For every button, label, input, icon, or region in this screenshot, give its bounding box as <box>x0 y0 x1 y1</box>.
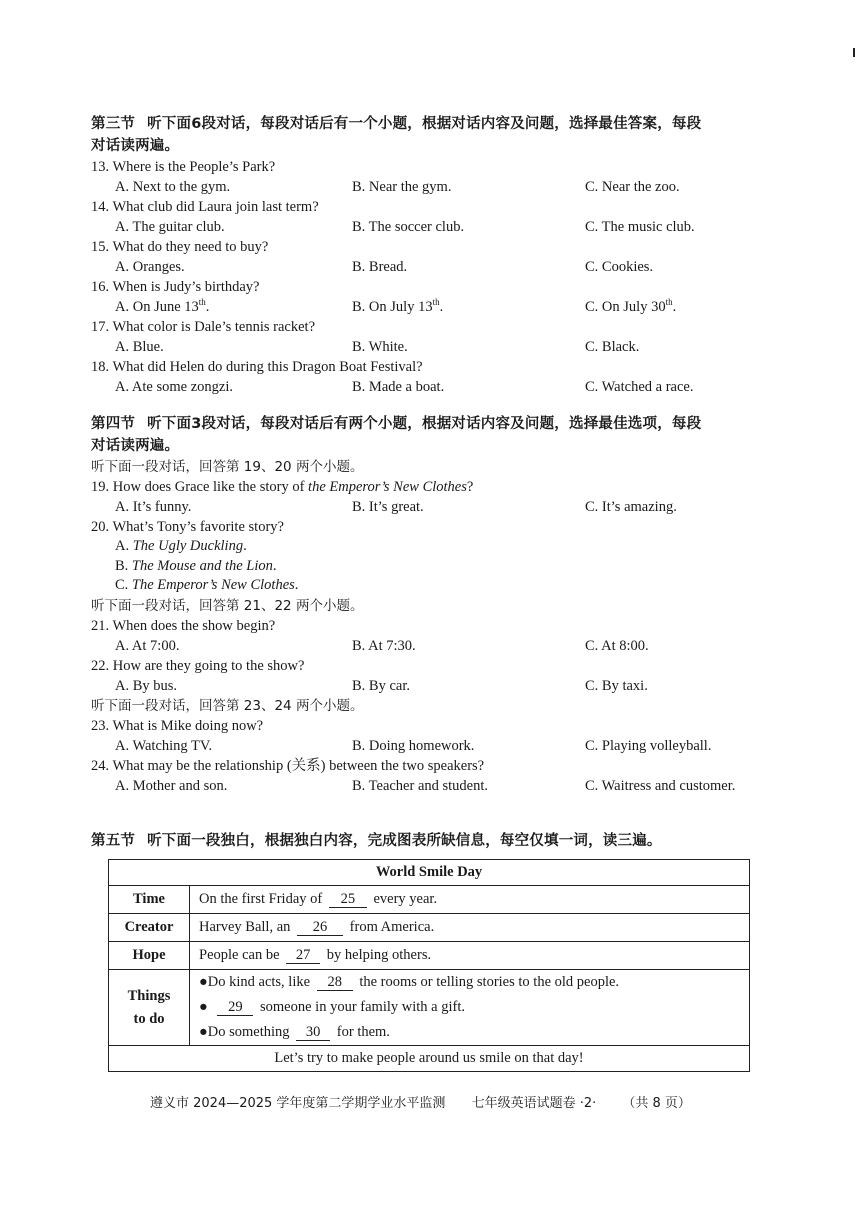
footer-exam-name: 遵义市 2024—2025 学年度第二学期学业水平监测 <box>150 1096 446 1111</box>
options-row <box>91 177 791 197</box>
question-21: 21. When does the show begin? <box>91 617 276 634</box>
row-content-things-to-do <box>190 970 750 1046</box>
section-3-instruction-cont: 对话读两遍。 <box>91 138 180 154</box>
option-c: C. By taxi. <box>585 677 648 694</box>
option-a: A. Next to the gym. <box>115 179 231 195</box>
question-18 <box>91 357 791 397</box>
option-c: C. At 8:00. <box>585 637 649 654</box>
bullet-icon: ● <box>199 1024 208 1040</box>
option-c: C. The music club. <box>585 219 695 235</box>
option-b: B. Teacher and student. <box>352 777 489 794</box>
table-row-hope <box>109 942 750 970</box>
dialogue-instruction-21-22: 听下面一段对话，回答第 21、22 两个小题。 <box>91 597 364 614</box>
things-item-3: ●Do something 30 for them. <box>199 1024 390 1040</box>
bullet-icon: ● <box>199 974 208 990</box>
section-4-instruction-cont: 对话读两遍。 <box>91 438 180 454</box>
question-23-options <box>91 736 791 756</box>
row-label-hope: Hope <box>109 942 190 970</box>
things-item-1: ●Do kind acts, like 28 the rooms or telling stories to the old people. <box>199 974 620 990</box>
question-20-option-a: A. The Ugly Duckling. <box>115 538 247 554</box>
question-text: 16. When is Judy’s birthday? <box>91 279 260 295</box>
row-content-time: On the first Friday of 25 every year. <box>190 886 750 914</box>
option-a: A. Mother and son. <box>115 777 228 794</box>
option-b: B. Bread. <box>352 259 408 275</box>
question-text: 13. Where is the People’s Park? <box>91 159 276 175</box>
option-a: A. Oranges. <box>115 259 185 275</box>
option-a: A. Blue. <box>115 339 164 355</box>
option-b: B. Made a boat. <box>352 379 445 395</box>
section-4-label: 第四节 <box>91 416 136 432</box>
question-20-option-c: C. The Emperor’s New Clothes. <box>115 577 299 593</box>
question-21-options <box>91 636 791 656</box>
dialogue-instruction-19-20: 听下面一段对话，回答第 19、20 两个小题。 <box>91 459 364 475</box>
option-c: C. Playing volleyball. <box>585 737 712 754</box>
section-4-instruction: 第四节 听下面3段对话，每段对话后有两个小题，根据对话内容及问题，选择最佳选项，每段 <box>91 416 702 432</box>
option-a: A. Watching TV. <box>115 737 213 754</box>
section-3-instruction: 第三节 听下面6段对话，每段对话后有一个小题，根据对话内容及问题，选择最佳答案，每段 <box>91 116 702 132</box>
option-b: B. Near the gym. <box>352 179 452 195</box>
options-row <box>91 377 791 397</box>
section-5-label: 第五节 <box>91 833 136 849</box>
table-row-things-to-do <box>109 970 750 1046</box>
question-13 <box>91 157 791 197</box>
blank-30[interactable]: 30 <box>296 1024 330 1041</box>
things-item-2: ● 29 someone in your family with a gift. <box>199 999 465 1015</box>
blank-26[interactable]: 26 <box>297 919 343 936</box>
option-b: B. It’s great. <box>352 499 424 515</box>
row-content-hope: People can be 27 by helping others. <box>190 942 750 970</box>
page-footer <box>150 1092 713 1111</box>
question-19-options <box>91 497 791 517</box>
question-19: 19. How does Grace like the story of the Emperor’s New Clothes? <box>91 479 474 495</box>
option-c: C. Black. <box>585 339 640 355</box>
section-5-instruction: 第五节 听下面一段独白，根据独白内容，完成图表所缺信息，每空仅填一词，读三遍。 <box>91 833 662 849</box>
row-label-creator: Creator <box>109 914 190 942</box>
footer-total-pages: （共 8 页） <box>622 1096 691 1111</box>
question-22: 22. How are they going to the show? <box>91 657 305 674</box>
question-17 <box>91 317 791 357</box>
section-5 <box>91 830 791 852</box>
options-row <box>91 217 791 237</box>
option-c: C. On July 30th. <box>585 297 677 315</box>
question-24-options <box>91 776 791 796</box>
option-a: A. Ate some zongzi. <box>115 379 233 395</box>
row-label-things-to-do: Things to do <box>109 970 190 1046</box>
question-15 <box>91 237 791 277</box>
option-b: B. Doing homework. <box>352 737 475 754</box>
section-4 <box>91 413 791 796</box>
option-c: C. Near the zoo. <box>585 179 680 195</box>
option-b: B. The soccer club. <box>352 219 465 235</box>
table-title: World Smile Day <box>109 860 750 886</box>
question-text: 17. What color is Dale’s tennis racket? <box>91 319 316 335</box>
option-c: C. Watched a race. <box>585 379 694 395</box>
row-label-time: Time <box>109 886 190 914</box>
blank-29[interactable]: 29 <box>217 999 253 1016</box>
option-b: B. At 7:30. <box>352 637 416 654</box>
option-c: C. Waitress and customer. <box>585 777 736 794</box>
question-23: 23. What is Mike doing now? <box>91 717 264 734</box>
option-b: B. On July 13th. <box>352 297 444 315</box>
row-content-creator: Harvey Ball, an 26 from America. <box>190 914 750 942</box>
option-a: A. The guitar club. <box>115 219 225 235</box>
world-smile-day-table <box>108 859 750 1072</box>
blank-28[interactable]: 28 <box>317 974 353 991</box>
question-text: 14. What club did Laura join last term? <box>91 199 319 215</box>
options-row <box>91 337 791 357</box>
dialogue-instruction-23-24: 听下面一段对话，回答第 23、24 两个小题。 <box>91 697 364 714</box>
option-c: C. Cookies. <box>585 259 654 275</box>
option-c: C. It’s amazing. <box>585 499 677 515</box>
table-footer: Let’s try to make people around us smile on that day! <box>109 1046 750 1072</box>
table-row-creator <box>109 914 750 942</box>
question-16 <box>91 277 791 317</box>
option-a: A. At 7:00. <box>115 637 180 654</box>
question-20: 20. What’s Tony’s favorite story? <box>91 519 284 535</box>
option-b: B. White. <box>352 339 408 355</box>
bullet-icon: ● <box>199 999 208 1015</box>
options-row <box>91 257 791 277</box>
blank-27[interactable]: 27 <box>286 947 320 964</box>
question-text: 15. What do they need to buy? <box>91 239 269 255</box>
corner-mark <box>853 48 855 57</box>
options-row <box>91 297 791 317</box>
question-14 <box>91 197 791 237</box>
question-20-option-b: B. The Mouse and the Lion. <box>115 557 277 574</box>
option-b: B. By car. <box>352 677 410 694</box>
question-24: 24. What may be the relationship (关系) between the two speakers? <box>91 757 485 774</box>
option-a: A. On June 13th. <box>115 297 210 315</box>
option-a: A. It’s funny. <box>115 499 192 515</box>
question-text: 18. What did Helen do during this Dragon Boat Festival? <box>91 359 423 375</box>
question-22-options <box>91 676 791 696</box>
section-3-label: 第三节 <box>91 116 136 132</box>
table-row-time <box>109 886 750 914</box>
section-3 <box>91 113 791 397</box>
blank-25[interactable]: 25 <box>329 891 367 908</box>
footer-subject-page: 七年级英语试题卷 ·2· <box>471 1096 597 1111</box>
option-a: A. By bus. <box>115 677 178 694</box>
